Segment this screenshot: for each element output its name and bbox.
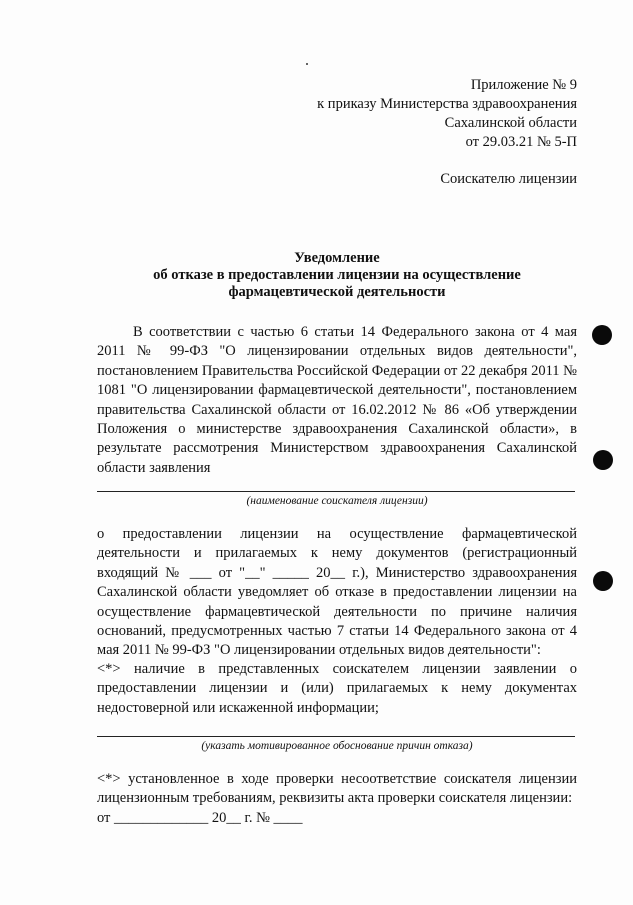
reason-justification-line (97, 736, 575, 737)
paragraph-refusal-notice: о предоставлении лицензии на осуществление фармацевтической деятельности и прилагаемых к нему документов (регистрационный входящий № ___ от "__" _____ 20__ г.), Министерство здравоохранения Сахалинской области уведомляет об отказе в предоставлении лицензии на осуществление фармацевтической деятельности по причине наличия оснований, предусмотренных частью 7 статьи 14 Федерального закона от 4 мая 2011 № 99-ФЗ "О лицензировании отдельных видов деятельности": (97, 526, 577, 659)
applicant-name-line (97, 491, 575, 492)
annex-order-date: от 29.03.21 № 5-П (465, 134, 577, 150)
paragraph-legal-basis: В соответствии с частью 6 статьи 14 Федерального закона от 4 мая 2011 № 99-ФЗ "О лицензировании отдельных видов деятельности", постановлением Правительства Российской Федерации от 22 декабря 2011 № 1081 "О лицензировании фармацевтической деятельности", постановлением правительства Сахалинской области от 16.02.2012 № 86 «Об утверждении Положения о министерстве здравоохранения Сахалинской области», в результате рассмотрения Министерством здравоохранения Сахалинской области заявления (97, 324, 577, 476)
annex-region: Сахалинской области (444, 115, 577, 131)
title-line-3: фармацевтической деятельности (228, 284, 446, 300)
paragraph-reason-inspection (97, 770, 577, 828)
title-line-1: Уведомление (294, 250, 380, 266)
annex-order-reference: к приказу Министерства здравоохранения (317, 96, 577, 112)
annex-number: Приложение № 9 (470, 77, 577, 93)
punch-hole (593, 450, 613, 470)
punch-hole (592, 325, 612, 345)
document-title (97, 250, 577, 301)
scan-speck (306, 63, 308, 65)
annex-header (317, 76, 577, 152)
inspection-act-details: от _____________ 20__ г. № ____ (97, 809, 303, 826)
addressee: Соискателю лицензии (440, 171, 577, 187)
title-line-2: об отказе в предоставлении лицензии на осуществление (153, 267, 521, 283)
applicant-name-caption: (наименование соискателя лицензии) (246, 495, 428, 507)
punch-hole (593, 571, 613, 591)
inspection-reason-text: <*> установленное в ходе проверки несоответствие соискателя лицензии лицензионным требованиям, реквизиты акта проверки соискателя лицензии: (97, 771, 577, 807)
paragraph-reason-false-information: <*> наличие в представленных соискателем лицензии заявлении о предоставлении лицензии и (или) прилагаемых к нему документах недостоверной или искаженной информации; (97, 661, 577, 716)
reason-justification-caption: (указать мотивированное обоснование причин отказа) (201, 740, 473, 752)
